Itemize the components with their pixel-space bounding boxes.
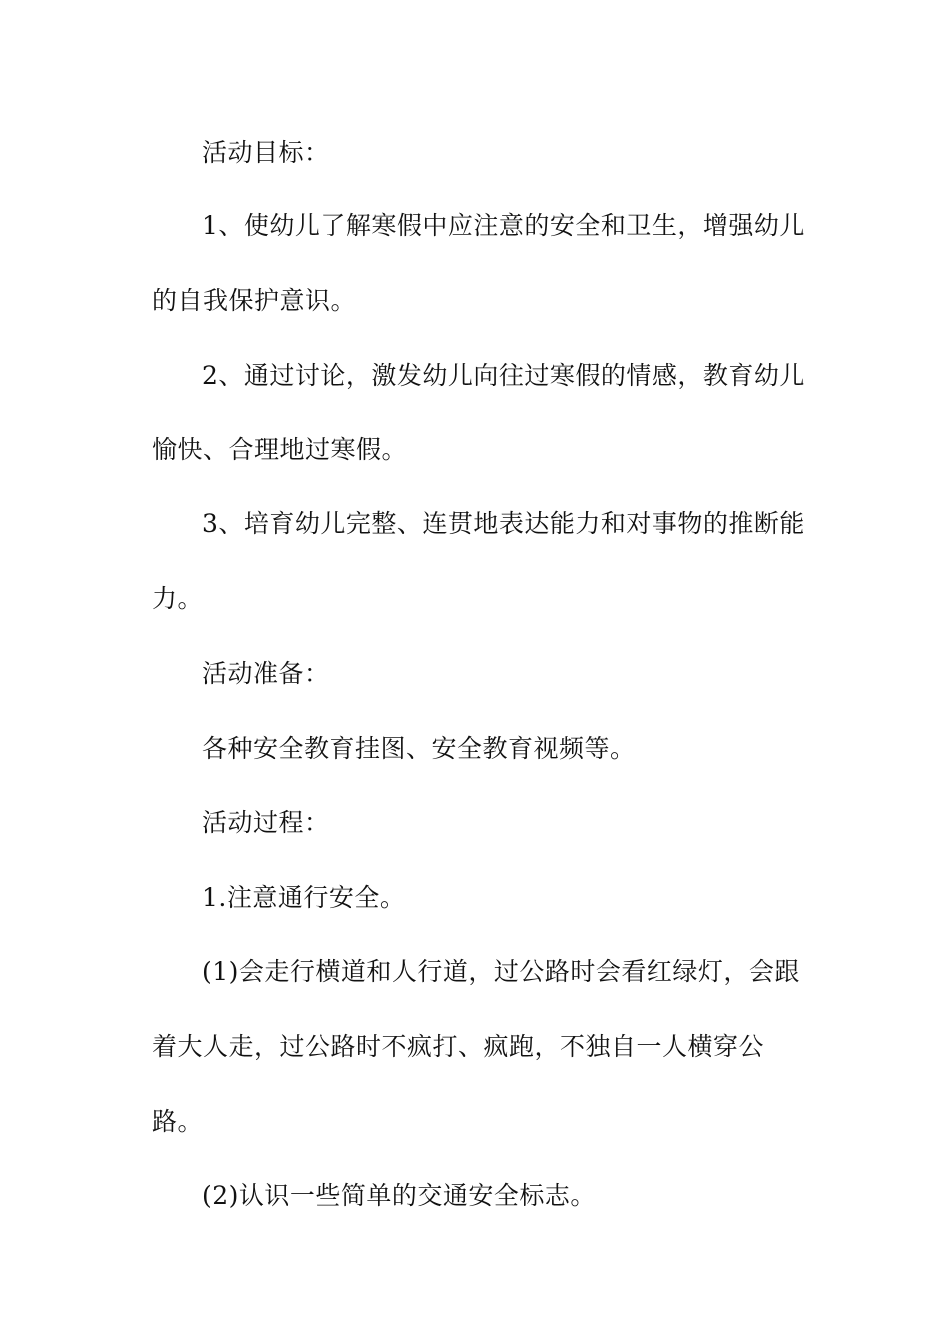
paragraph-line: (1)会走行横道和人行道，过公路时会看红绿灯，会跟: [202, 957, 800, 986]
paragraph-line: (2)认识一些简单的交通安全标志。: [202, 1181, 596, 1210]
paragraph-line: 着大人走，过公路时不疯打、疯跑，不独自一人横穿公: [152, 1032, 765, 1061]
paragraph-line: 各种安全教育挂图、安全教育视频等。: [202, 734, 636, 763]
subheading-line: 1.注意通行安全。: [202, 883, 406, 912]
paragraph-line: 力。: [152, 584, 204, 613]
section-heading-goals: 活动目标：: [202, 138, 330, 167]
paragraph-line: 路。: [152, 1107, 204, 1136]
paragraph-line: 1、使幼儿了解寒假中应注意的安全和卫生，增强幼儿: [202, 211, 805, 240]
paragraph-line: 愉快、合理地过寒假。: [152, 435, 408, 464]
paragraph-line: 2、通过讨论，激发幼儿向往过寒假的情感，教育幼儿: [202, 361, 805, 390]
paragraph-line: 的自我保护意识。: [152, 286, 357, 315]
paragraph-line: 3、培育幼儿完整、连贯地表达能力和对事物的推断能: [202, 509, 805, 538]
section-heading-preparation: 活动准备：: [202, 659, 330, 688]
section-heading-process: 活动过程：: [202, 808, 330, 837]
